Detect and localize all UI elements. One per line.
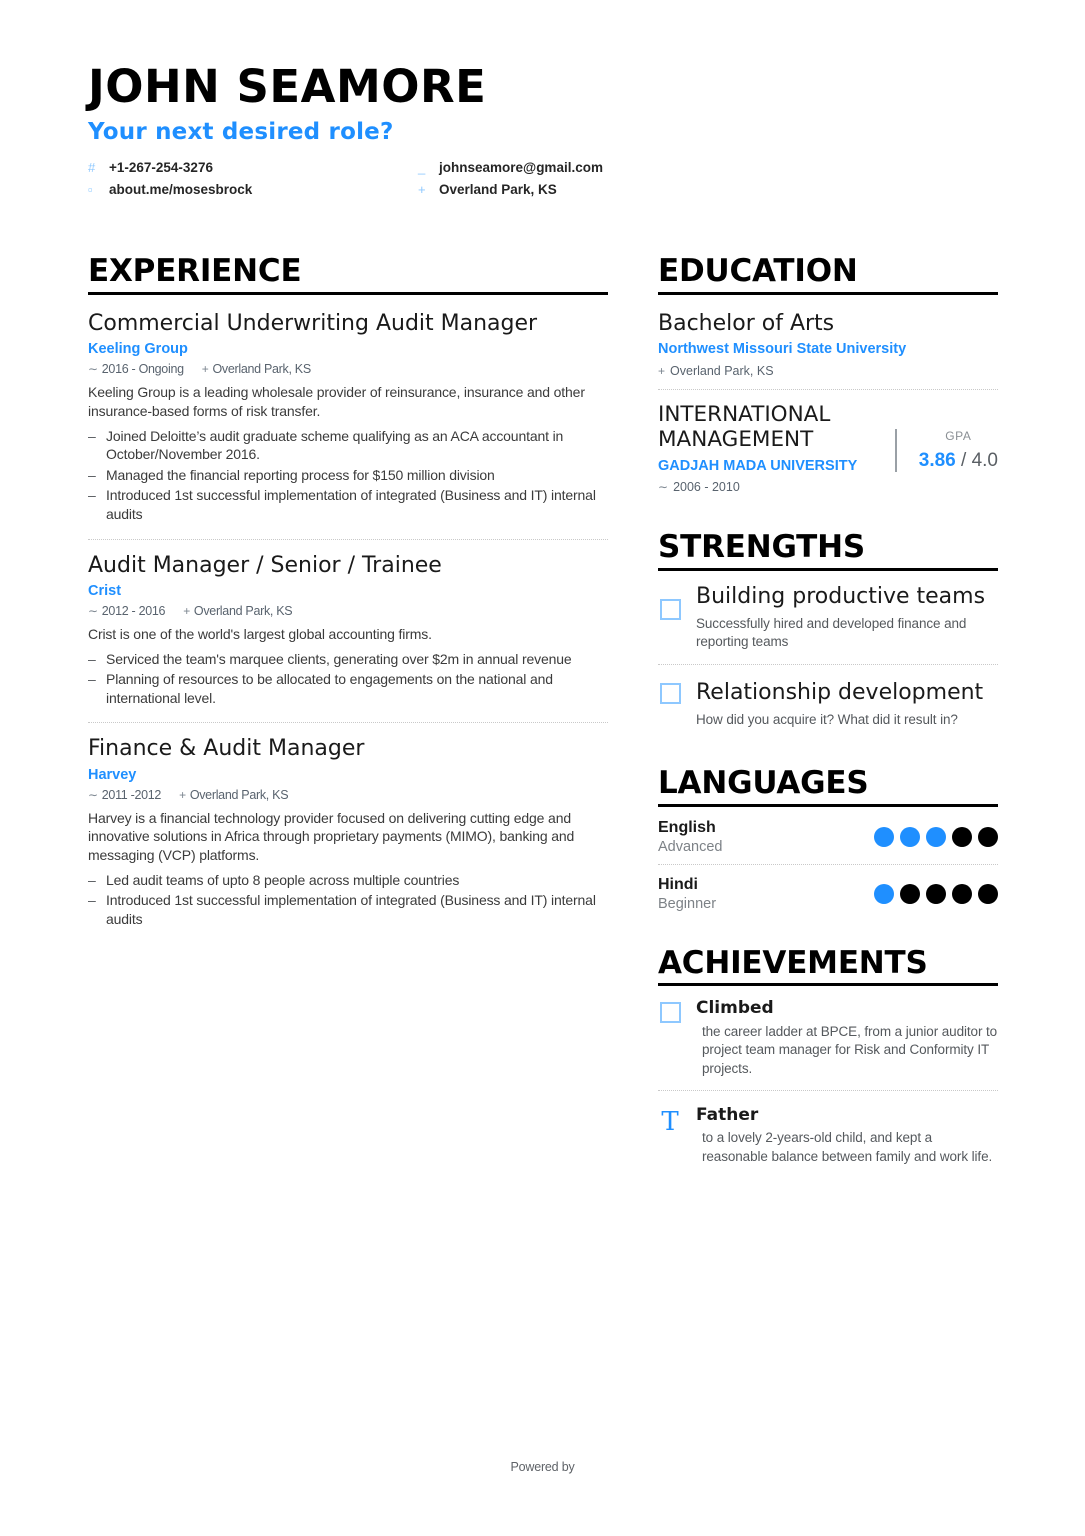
strength-body — [696, 583, 998, 652]
rating-dot-filled — [900, 827, 920, 847]
achievement-title: Climbed — [696, 998, 774, 1019]
job-dates-value: 2012 - 2016 — [101, 603, 166, 618]
experience-heading: EXPERIENCE — [88, 255, 608, 295]
gpa-block — [895, 429, 998, 472]
achievement-item — [658, 1105, 998, 1178]
achievement-description: to a lovely 2-years-old child, and kept a reasonable balance between family and work life. — [702, 1130, 993, 1164]
dash-icon: – — [88, 650, 96, 667]
job-location — [183, 604, 292, 618]
education-location — [658, 364, 998, 378]
contact-location[interactable] — [418, 182, 997, 197]
contact-details — [88, 160, 997, 197]
job-location-value: Overland Park, KS — [193, 603, 293, 618]
language-rating-dots — [874, 884, 998, 904]
gpa-score: 3.86 — [918, 450, 956, 471]
education-section — [658, 255, 998, 505]
powered-by-label: Powered by — [510, 1460, 575, 1474]
strengths-section — [658, 531, 998, 741]
location-pin-icon: + — [658, 364, 666, 378]
job-location-value: Overland Park, KS — [212, 362, 311, 377]
contact-website[interactable] — [88, 182, 418, 197]
language-level: Beginner — [658, 895, 717, 912]
phone-icon: # — [88, 160, 96, 176]
language-name: Hindi — [658, 875, 698, 893]
checkbox-icon[interactable] — [660, 1002, 681, 1023]
rating-dot-filled — [926, 827, 946, 847]
experience-section — [88, 255, 608, 943]
language-row — [658, 819, 998, 865]
gpa-scale: / 4.0 — [961, 450, 998, 471]
dash-icon: – — [88, 671, 96, 688]
job-meta — [88, 788, 608, 802]
language-level: Advanced — [658, 838, 723, 855]
education-entry-main — [658, 403, 883, 475]
job-bullet — [88, 486, 608, 523]
left-column — [88, 255, 608, 956]
job-bullet — [88, 427, 608, 464]
job-dates — [88, 362, 184, 376]
rating-dot-empty — [952, 827, 972, 847]
job-bullet-text: Led audit teams of upto 8 people across multiple countries — [106, 871, 460, 888]
school-name: GADJAH MADA UNIVERSITY — [658, 457, 858, 474]
contact-website-value: about.me/mosesbrock — [109, 182, 253, 198]
education-entry — [658, 403, 998, 505]
achievements-heading: ACHIEVEMENTS — [658, 947, 998, 987]
contact-phone-value: +1-267-254-3276 — [109, 160, 213, 176]
job-bullet — [88, 670, 608, 707]
company-name: Harvey — [88, 766, 137, 783]
job-bullet-text: Managed the financial reporting process for $150 million division — [106, 466, 495, 483]
dash-icon: – — [88, 871, 96, 888]
rating-dot-filled — [874, 827, 894, 847]
resume-body — [88, 255, 997, 1192]
strength-body — [696, 679, 998, 730]
degree-name: Bachelor of Arts — [658, 310, 835, 336]
job-description: Crist is one of the world's largest global accounting firms. — [88, 625, 432, 642]
strength-item — [658, 679, 998, 742]
contact-email-value: johnseamore@gmail.com — [439, 160, 603, 176]
rating-dot-empty — [978, 884, 998, 904]
company-name: Crist — [88, 582, 122, 599]
dash-icon: – — [88, 427, 96, 444]
checkbox-icon[interactable] — [660, 683, 681, 704]
job-bullets — [88, 871, 608, 929]
experience-entry — [88, 311, 608, 540]
desired-role: Your next desired role? — [88, 119, 394, 146]
achievements-section — [658, 944, 998, 1178]
contact-location-value: Overland Park, KS — [439, 182, 557, 198]
job-bullet-text: Introduced 1st successful implementation of integrated (Business and IT) internal audits — [106, 892, 596, 927]
language-row — [658, 876, 998, 921]
dash-icon: – — [88, 892, 96, 909]
language-name: English — [658, 818, 716, 836]
strength-description: How did you acquire it? What did it result in? — [696, 712, 958, 727]
rating-dot-empty — [952, 884, 972, 904]
achievement-icon-wrap — [658, 1105, 682, 1166]
achievement-body — [696, 1105, 998, 1166]
achievement-description: the career ladder at BPCE, from a junior auditor to project team manager for Risk and Conformity IT projects. — [702, 1023, 998, 1076]
education-entry — [658, 311, 998, 390]
letter-t-icon: T — [661, 1106, 679, 1137]
strengths-heading: STRENGTHS — [658, 531, 998, 571]
job-title: Commercial Underwriting Audit Manager — [88, 310, 538, 336]
job-bullet — [88, 891, 608, 928]
job-bullet-text: Introduced 1st successful implementation of integrated (Business and IT) internal audits — [106, 487, 596, 522]
job-dates-value: 2016 - Ongoing — [101, 362, 184, 377]
company-name: Keeling Group — [88, 341, 188, 358]
rating-dot-empty — [900, 884, 920, 904]
job-location — [179, 788, 288, 802]
footer — [0, 1460, 1085, 1474]
degree-name: INTERNATIONAL MANAGEMENT — [658, 402, 831, 452]
job-bullets — [88, 650, 608, 708]
education-heading: EDUCATION — [658, 255, 998, 295]
school-name: Northwest Missouri State University — [658, 341, 907, 358]
job-title: Finance & Audit Manager — [88, 736, 365, 762]
education-dates-value: 2006 - 2010 — [673, 480, 740, 495]
dash-icon: – — [88, 466, 96, 483]
job-bullet-text: Joined Deloitte’s audit graduate scheme qualifying as an ACA accountant in October/November 2016. — [106, 427, 564, 463]
job-bullet-text: Planning of resources to be allocated to engagements on the national and international level. — [106, 671, 553, 706]
link-icon: ▫ — [88, 182, 93, 198]
job-meta — [88, 362, 608, 376]
resume-header — [88, 62, 997, 197]
rating-dot-empty — [926, 884, 946, 904]
job-description: Harvey is a financial technology provider focused on delivering cutting edge and innovative solutions in Africa through proprietary payments (MIMO), banking and messaging (VCP) platforms. — [88, 809, 575, 864]
language-rating-dots — [874, 827, 998, 847]
location-pin-icon: + — [183, 603, 190, 618]
calendar-icon: ∼ — [658, 480, 669, 495]
strength-item — [658, 583, 998, 665]
strength-title: Building productive teams — [696, 583, 986, 609]
rating-dot-filled — [874, 884, 894, 904]
achievement-icon-wrap — [658, 998, 682, 1077]
experience-entry — [88, 553, 608, 724]
job-meta — [88, 604, 608, 618]
gpa-label: GPA — [945, 429, 972, 443]
contact-phone[interactable] — [88, 160, 418, 175]
checkbox-icon[interactable] — [660, 599, 681, 620]
job-dates-value: 2011 -2012 — [101, 787, 162, 802]
calendar-icon: ∼ — [88, 362, 98, 377]
email-icon: _ — [418, 160, 426, 176]
job-dates — [88, 788, 161, 802]
job-bullets — [88, 427, 608, 524]
job-location — [202, 362, 311, 376]
language-info — [658, 819, 723, 855]
strength-icon-wrap — [658, 583, 682, 652]
dash-icon: – — [88, 487, 96, 504]
job-title: Audit Manager / Senior / Trainee — [88, 552, 442, 578]
experience-entry — [88, 736, 608, 943]
job-location-value: Overland Park, KS — [189, 787, 289, 802]
job-bullet — [88, 871, 608, 890]
achievement-title: Father — [696, 1104, 759, 1125]
gpa-value — [919, 450, 998, 472]
strength-title: Relationship development — [696, 679, 984, 705]
location-pin-icon: + — [418, 182, 426, 198]
location-pin-icon: + — [201, 362, 209, 377]
candidate-name: JOHN SEAMORE — [88, 60, 487, 113]
calendar-icon: ∼ — [88, 787, 98, 802]
strength-description: Successfully hired and developed finance and reporting teams — [696, 616, 967, 650]
job-bullet-text: Serviced the team's marquee clients, generating over $2m in annual revenue — [106, 650, 572, 667]
contact-email[interactable] — [418, 160, 997, 175]
job-bullet — [88, 466, 608, 485]
strength-icon-wrap — [658, 679, 682, 730]
job-dates — [88, 604, 165, 618]
location-pin-icon: + — [179, 787, 186, 802]
education-dates — [658, 480, 998, 494]
education-entry-row — [658, 403, 998, 475]
job-description: Keeling Group is a leading wholesale provider of reinsurance, insurance and other insurance-based forms of risk transfer. — [88, 384, 585, 419]
right-column — [658, 255, 998, 1192]
calendar-icon: ∼ — [88, 603, 98, 618]
languages-heading: LANGUAGES — [658, 767, 998, 807]
achievement-body — [696, 998, 998, 1077]
achievement-item — [658, 998, 998, 1090]
education-location-value: Overland Park, KS — [670, 364, 774, 378]
language-info — [658, 876, 716, 912]
rating-dot-empty — [978, 827, 998, 847]
job-bullet — [88, 650, 608, 669]
languages-section — [658, 767, 998, 921]
